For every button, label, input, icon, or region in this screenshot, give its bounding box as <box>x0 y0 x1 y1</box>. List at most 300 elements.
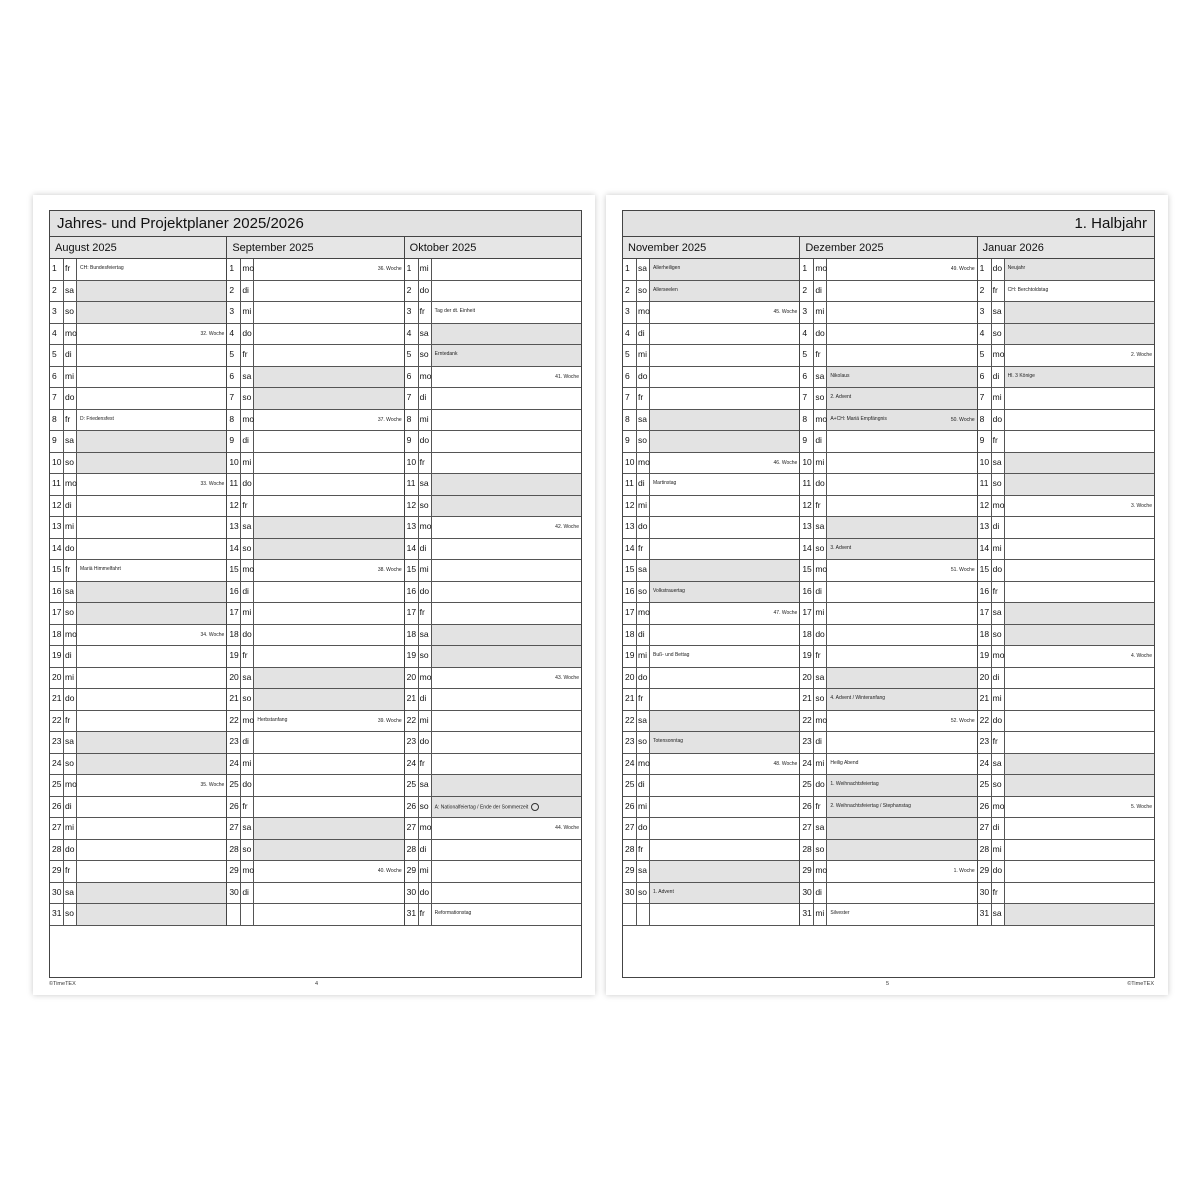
day-row[interactable] <box>800 496 976 518</box>
day-row[interactable] <box>50 754 226 776</box>
day-row[interactable] <box>227 668 403 690</box>
day-row[interactable] <box>227 324 403 346</box>
note-cell[interactable] <box>77 367 226 388</box>
day-row[interactable] <box>978 582 1154 604</box>
note-cell[interactable] <box>1005 324 1154 345</box>
note-cell[interactable] <box>827 281 976 302</box>
day-row[interactable] <box>50 732 226 754</box>
day-row[interactable] <box>405 367 581 389</box>
note-cell[interactable] <box>650 259 799 280</box>
day-row[interactable] <box>227 388 403 410</box>
note-cell[interactable] <box>827 367 976 388</box>
day-row[interactable] <box>227 603 403 625</box>
note-cell[interactable] <box>1005 603 1154 624</box>
note-cell[interactable] <box>827 797 976 818</box>
note-cell[interactable] <box>432 689 581 710</box>
note-cell[interactable] <box>432 582 581 603</box>
note-cell[interactable] <box>1005 496 1154 517</box>
day-row[interactable] <box>800 582 976 604</box>
note-cell[interactable] <box>254 388 403 409</box>
note-cell[interactable] <box>432 388 581 409</box>
note-cell[interactable] <box>827 625 976 646</box>
note-cell[interactable] <box>1005 281 1154 302</box>
note-cell[interactable] <box>650 711 799 732</box>
day-row[interactable] <box>978 517 1154 539</box>
day-row[interactable] <box>50 302 226 324</box>
note-cell[interactable] <box>1005 388 1154 409</box>
day-row[interactable] <box>50 625 226 647</box>
note-cell[interactable] <box>432 754 581 775</box>
note-cell[interactable] <box>1005 625 1154 646</box>
note-cell[interactable] <box>827 560 976 581</box>
note-cell[interactable] <box>650 302 799 323</box>
note-cell[interactable] <box>77 904 226 925</box>
day-row[interactable] <box>623 281 799 303</box>
note-cell[interactable] <box>650 496 799 517</box>
day-row[interactable] <box>405 883 581 905</box>
note-cell[interactable] <box>827 345 976 366</box>
note-cell[interactable] <box>827 496 976 517</box>
day-row[interactable] <box>405 775 581 797</box>
note-cell[interactable] <box>77 345 226 366</box>
note-cell[interactable] <box>827 689 976 710</box>
note-cell[interactable] <box>1005 259 1154 280</box>
day-row[interactable] <box>623 840 799 862</box>
note-cell[interactable] <box>254 861 403 882</box>
note-cell[interactable] <box>254 775 403 796</box>
day-row[interactable] <box>623 732 799 754</box>
day-row[interactable] <box>405 646 581 668</box>
note-cell[interactable] <box>1005 539 1154 560</box>
day-row[interactable] <box>405 818 581 840</box>
day-row[interactable] <box>800 345 976 367</box>
note-cell[interactable] <box>254 560 403 581</box>
note-cell[interactable] <box>77 818 226 839</box>
day-row[interactable] <box>623 668 799 690</box>
note-cell[interactable] <box>827 840 976 861</box>
day-row[interactable] <box>50 818 226 840</box>
note-cell[interactable] <box>650 732 799 753</box>
note-cell[interactable] <box>1005 560 1154 581</box>
day-row[interactable] <box>50 560 226 582</box>
day-row[interactable] <box>800 775 976 797</box>
note-cell[interactable] <box>77 689 226 710</box>
note-cell[interactable] <box>827 883 976 904</box>
note-cell[interactable] <box>254 711 403 732</box>
day-row[interactable] <box>405 797 581 819</box>
day-row[interactable] <box>623 453 799 475</box>
day-row[interactable] <box>227 689 403 711</box>
note-cell[interactable] <box>77 861 226 882</box>
day-row[interactable] <box>623 603 799 625</box>
note-cell[interactable] <box>77 324 226 345</box>
day-row[interactable] <box>800 410 976 432</box>
note-cell[interactable] <box>77 711 226 732</box>
day-row[interactable] <box>623 539 799 561</box>
note-cell[interactable] <box>254 646 403 667</box>
note-cell[interactable] <box>432 474 581 495</box>
note-cell[interactable] <box>1005 474 1154 495</box>
note-cell[interactable] <box>827 754 976 775</box>
note-cell[interactable] <box>77 302 226 323</box>
note-cell[interactable] <box>827 388 976 409</box>
note-cell[interactable] <box>650 474 799 495</box>
day-row[interactable] <box>978 324 1154 346</box>
day-row[interactable] <box>405 560 581 582</box>
note-cell[interactable] <box>254 603 403 624</box>
day-row[interactable] <box>800 324 976 346</box>
day-row[interactable] <box>978 431 1154 453</box>
day-row[interactable] <box>623 517 799 539</box>
day-row[interactable] <box>50 388 226 410</box>
note-cell[interactable] <box>254 474 403 495</box>
note-cell[interactable] <box>432 496 581 517</box>
day-row[interactable] <box>227 517 403 539</box>
note-cell[interactable] <box>77 797 226 818</box>
day-row[interactable] <box>405 345 581 367</box>
day-row[interactable] <box>227 453 403 475</box>
note-cell[interactable] <box>254 754 403 775</box>
note-cell[interactable] <box>650 754 799 775</box>
note-cell[interactable] <box>1005 302 1154 323</box>
day-row[interactable] <box>978 474 1154 496</box>
day-row[interactable] <box>800 539 976 561</box>
day-row[interactable] <box>50 431 226 453</box>
day-row[interactable] <box>227 754 403 776</box>
day-row[interactable] <box>978 861 1154 883</box>
day-row[interactable] <box>227 625 403 647</box>
day-row[interactable] <box>227 302 403 324</box>
day-row[interactable] <box>405 603 581 625</box>
day-row[interactable] <box>405 754 581 776</box>
note-cell[interactable] <box>254 410 403 431</box>
note-cell[interactable] <box>650 646 799 667</box>
note-cell[interactable] <box>650 775 799 796</box>
note-cell[interactable] <box>254 625 403 646</box>
day-row[interactable] <box>405 496 581 518</box>
note-cell[interactable] <box>1005 431 1154 452</box>
note-cell[interactable] <box>254 345 403 366</box>
day-row[interactable] <box>227 861 403 883</box>
day-row[interactable] <box>800 625 976 647</box>
note-cell[interactable] <box>432 539 581 560</box>
day-row[interactable] <box>50 539 226 561</box>
note-cell[interactable] <box>77 496 226 517</box>
note-cell[interactable] <box>77 453 226 474</box>
note-cell[interactable] <box>650 281 799 302</box>
day-row[interactable] <box>800 281 976 303</box>
day-row[interactable] <box>800 797 976 819</box>
note-cell[interactable] <box>77 625 226 646</box>
note-cell[interactable] <box>1005 861 1154 882</box>
note-cell[interactable] <box>650 861 799 882</box>
day-row[interactable] <box>623 302 799 324</box>
day-row[interactable] <box>50 474 226 496</box>
note-cell[interactable] <box>827 431 976 452</box>
note-cell[interactable] <box>432 646 581 667</box>
note-cell[interactable] <box>827 646 976 667</box>
day-row[interactable] <box>978 797 1154 819</box>
day-row[interactable] <box>623 582 799 604</box>
day-row[interactable] <box>623 410 799 432</box>
day-row[interactable] <box>623 689 799 711</box>
day-row[interactable] <box>623 775 799 797</box>
day-row[interactable] <box>623 367 799 389</box>
note-cell[interactable] <box>827 474 976 495</box>
day-row[interactable] <box>623 345 799 367</box>
day-row[interactable] <box>227 345 403 367</box>
day-row[interactable] <box>405 388 581 410</box>
day-row[interactable] <box>978 410 1154 432</box>
note-cell[interactable] <box>432 259 581 280</box>
note-cell[interactable] <box>1005 689 1154 710</box>
day-row[interactable] <box>227 539 403 561</box>
day-row[interactable] <box>227 259 403 281</box>
note-cell[interactable] <box>650 818 799 839</box>
note-cell[interactable] <box>432 560 581 581</box>
note-cell[interactable] <box>254 431 403 452</box>
day-row[interactable] <box>227 883 403 905</box>
day-row[interactable] <box>800 474 976 496</box>
note-cell[interactable] <box>254 732 403 753</box>
day-row[interactable] <box>978 302 1154 324</box>
note-cell[interactable] <box>827 711 976 732</box>
note-cell[interactable] <box>1005 883 1154 904</box>
note-cell[interactable] <box>432 302 581 323</box>
day-row[interactable] <box>50 281 226 303</box>
note-cell[interactable] <box>827 818 976 839</box>
note-cell[interactable] <box>650 625 799 646</box>
note-cell[interactable] <box>1005 732 1154 753</box>
note-cell[interactable] <box>77 840 226 861</box>
day-row[interactable] <box>800 904 976 926</box>
note-cell[interactable] <box>1005 711 1154 732</box>
note-cell[interactable] <box>254 818 403 839</box>
day-row[interactable] <box>50 797 226 819</box>
day-row[interactable] <box>623 625 799 647</box>
note-cell[interactable] <box>827 539 976 560</box>
note-cell[interactable] <box>77 281 226 302</box>
day-row[interactable] <box>623 754 799 776</box>
day-row[interactable] <box>50 861 226 883</box>
day-row[interactable] <box>800 302 976 324</box>
day-row[interactable] <box>978 646 1154 668</box>
note-cell[interactable] <box>432 517 581 538</box>
note-cell[interactable] <box>1005 797 1154 818</box>
note-cell[interactable] <box>827 603 976 624</box>
note-cell[interactable] <box>254 797 403 818</box>
day-row[interactable] <box>405 711 581 733</box>
note-cell[interactable] <box>1005 582 1154 603</box>
day-row[interactable] <box>405 324 581 346</box>
day-row[interactable] <box>623 797 799 819</box>
day-row[interactable] <box>623 474 799 496</box>
note-cell[interactable] <box>254 668 403 689</box>
day-row[interactable] <box>800 388 976 410</box>
note-cell[interactable] <box>254 367 403 388</box>
day-row[interactable] <box>978 775 1154 797</box>
day-row[interactable] <box>405 539 581 561</box>
day-row[interactable] <box>50 689 226 711</box>
note-cell[interactable] <box>432 797 581 818</box>
day-row[interactable] <box>978 388 1154 410</box>
day-row[interactable] <box>50 582 226 604</box>
day-row[interactable] <box>405 625 581 647</box>
note-cell[interactable] <box>650 324 799 345</box>
note-cell[interactable] <box>827 732 976 753</box>
note-cell[interactable] <box>432 711 581 732</box>
note-cell[interactable] <box>254 517 403 538</box>
note-cell[interactable] <box>650 453 799 474</box>
note-cell[interactable] <box>254 689 403 710</box>
note-cell[interactable] <box>432 732 581 753</box>
day-row[interactable] <box>800 883 976 905</box>
day-row[interactable] <box>227 560 403 582</box>
day-row[interactable] <box>800 861 976 883</box>
note-cell[interactable] <box>432 603 581 624</box>
note-cell[interactable] <box>827 861 976 882</box>
note-cell[interactable] <box>650 431 799 452</box>
day-row[interactable] <box>978 904 1154 926</box>
note-cell[interactable] <box>432 840 581 861</box>
note-cell[interactable] <box>1005 904 1154 925</box>
day-row[interactable] <box>978 345 1154 367</box>
day-row[interactable] <box>227 646 403 668</box>
note-cell[interactable] <box>650 388 799 409</box>
day-row[interactable] <box>405 517 581 539</box>
day-row[interactable] <box>978 883 1154 905</box>
note-cell[interactable] <box>432 453 581 474</box>
note-cell[interactable] <box>254 582 403 603</box>
day-row[interactable] <box>405 410 581 432</box>
day-row[interactable] <box>800 646 976 668</box>
day-row[interactable] <box>978 711 1154 733</box>
day-row[interactable] <box>623 883 799 905</box>
day-row[interactable] <box>978 367 1154 389</box>
day-row[interactable] <box>405 668 581 690</box>
note-cell[interactable] <box>827 517 976 538</box>
note-cell[interactable] <box>1005 367 1154 388</box>
day-row[interactable] <box>50 904 226 926</box>
day-row[interactable] <box>227 775 403 797</box>
day-row[interactable] <box>405 431 581 453</box>
day-row[interactable] <box>50 324 226 346</box>
day-row[interactable] <box>800 560 976 582</box>
day-row[interactable] <box>50 840 226 862</box>
note-cell[interactable] <box>77 775 226 796</box>
note-cell[interactable] <box>650 668 799 689</box>
day-row[interactable] <box>978 281 1154 303</box>
note-cell[interactable] <box>77 431 226 452</box>
day-row[interactable] <box>800 259 976 281</box>
note-cell[interactable] <box>77 388 226 409</box>
day-row[interactable] <box>405 259 581 281</box>
day-row[interactable] <box>623 324 799 346</box>
day-row[interactable] <box>405 474 581 496</box>
note-cell[interactable] <box>77 259 226 280</box>
day-row[interactable] <box>978 668 1154 690</box>
day-row[interactable] <box>623 861 799 883</box>
note-cell[interactable] <box>1005 410 1154 431</box>
note-cell[interactable] <box>650 603 799 624</box>
note-cell[interactable] <box>1005 646 1154 667</box>
day-row[interactable] <box>50 259 226 281</box>
note-cell[interactable] <box>1005 775 1154 796</box>
note-cell[interactable] <box>77 560 226 581</box>
day-row[interactable] <box>978 496 1154 518</box>
note-cell[interactable] <box>827 410 976 431</box>
day-row[interactable] <box>800 689 976 711</box>
note-cell[interactable] <box>650 410 799 431</box>
day-row[interactable] <box>623 646 799 668</box>
day-row[interactable] <box>623 560 799 582</box>
day-row[interactable] <box>50 668 226 690</box>
note-cell[interactable] <box>827 453 976 474</box>
day-row[interactable] <box>50 345 226 367</box>
day-row[interactable] <box>800 517 976 539</box>
day-row[interactable] <box>227 431 403 453</box>
note-cell[interactable] <box>827 775 976 796</box>
note-cell[interactable] <box>254 302 403 323</box>
day-row[interactable] <box>227 582 403 604</box>
day-row[interactable] <box>800 818 976 840</box>
day-row[interactable] <box>623 259 799 281</box>
day-row[interactable] <box>50 453 226 475</box>
note-cell[interactable] <box>650 840 799 861</box>
day-row[interactable] <box>405 453 581 475</box>
day-row[interactable] <box>800 668 976 690</box>
day-row[interactable] <box>978 603 1154 625</box>
note-cell[interactable] <box>254 324 403 345</box>
note-cell[interactable] <box>827 582 976 603</box>
note-cell[interactable] <box>77 517 226 538</box>
note-cell[interactable] <box>254 453 403 474</box>
note-cell[interactable] <box>77 603 226 624</box>
note-cell[interactable] <box>432 410 581 431</box>
day-row[interactable] <box>227 410 403 432</box>
day-row[interactable] <box>800 453 976 475</box>
note-cell[interactable] <box>432 431 581 452</box>
note-cell[interactable] <box>650 345 799 366</box>
note-cell[interactable] <box>650 883 799 904</box>
day-row[interactable] <box>227 818 403 840</box>
day-row[interactable] <box>800 711 976 733</box>
day-row[interactable] <box>623 818 799 840</box>
day-row[interactable] <box>623 431 799 453</box>
day-row[interactable] <box>405 302 581 324</box>
day-row[interactable] <box>978 539 1154 561</box>
note-cell[interactable] <box>827 668 976 689</box>
note-cell[interactable] <box>77 410 226 431</box>
day-row[interactable] <box>227 732 403 754</box>
note-cell[interactable] <box>1005 840 1154 861</box>
note-cell[interactable] <box>254 496 403 517</box>
note-cell[interactable] <box>77 582 226 603</box>
note-cell[interactable] <box>254 539 403 560</box>
day-row[interactable] <box>623 496 799 518</box>
day-row[interactable] <box>978 732 1154 754</box>
note-cell[interactable] <box>1005 345 1154 366</box>
day-row[interactable] <box>978 754 1154 776</box>
day-row[interactable] <box>978 840 1154 862</box>
note-cell[interactable] <box>1005 818 1154 839</box>
note-cell[interactable] <box>1005 754 1154 775</box>
note-cell[interactable] <box>254 259 403 280</box>
note-cell[interactable] <box>827 904 976 925</box>
day-row[interactable] <box>800 431 976 453</box>
note-cell[interactable] <box>1005 453 1154 474</box>
note-cell[interactable] <box>1005 668 1154 689</box>
